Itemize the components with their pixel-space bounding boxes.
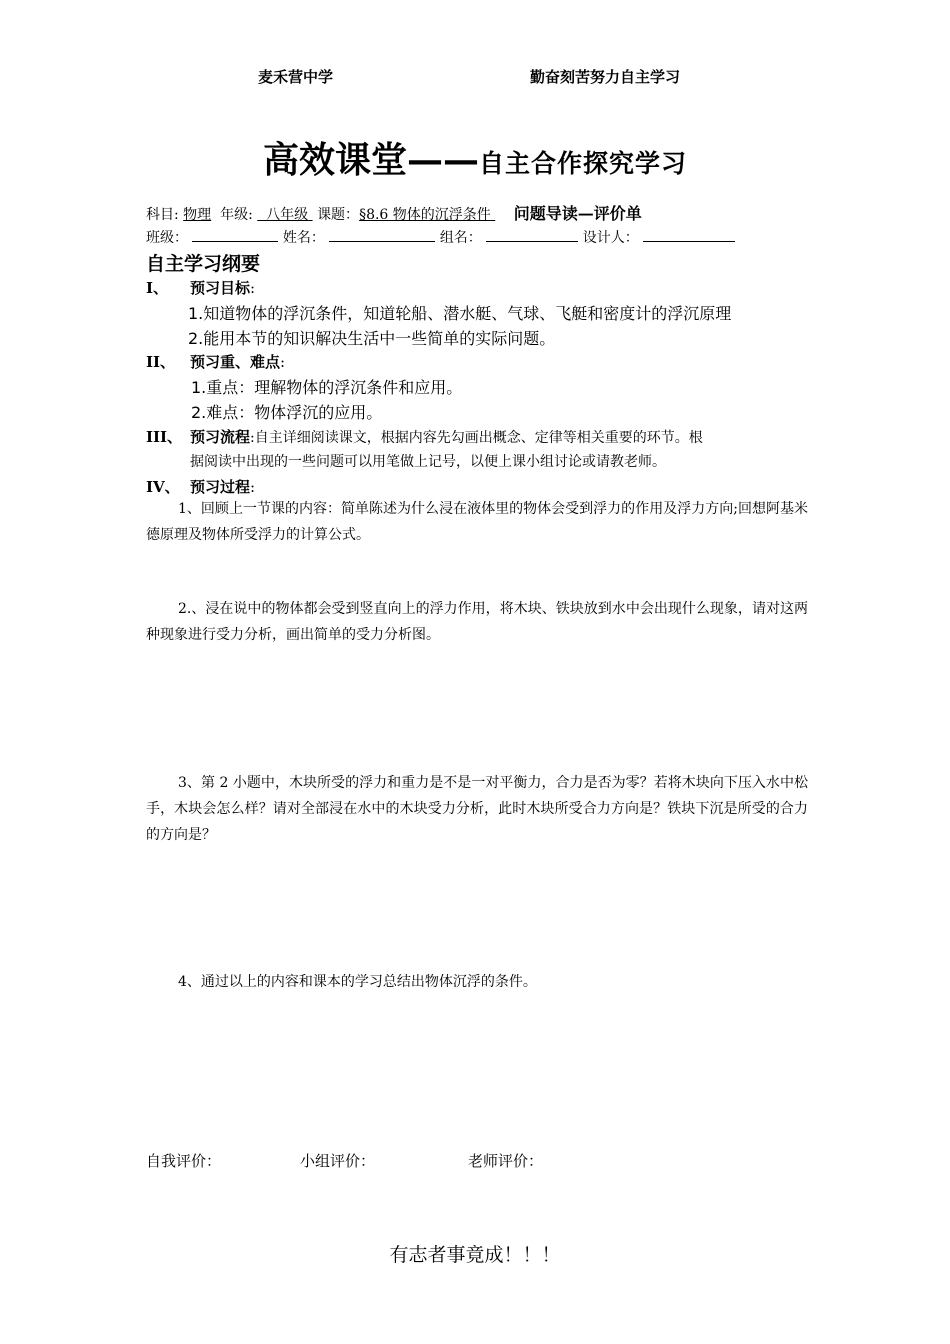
section-process-text-1: :自主详细阅读课文，根据内容先勾画出概念、定律等相关重要的环节。根 (250, 430, 703, 446)
goal-item-1: 1.知道物体的浮沉条件，知道轮船、潜水艇、气球、飞艇和密度计的浮沉原理 (188, 304, 732, 323)
section-procedure-label: 预习过程 (190, 478, 251, 496)
question-1: 1、回顾上一节课的内容：简单陈述为什么浸在液体里的物体会受到浮力的作用及浮力方向;回想阿基米德原理及物体所受浮力的计算公式。 (146, 501, 808, 543)
name-label: 姓名： (282, 230, 325, 246)
section-procedure-heading: IV、 预习过程: (146, 478, 256, 496)
doc-type: 问题导读—评价单 (513, 204, 642, 223)
section-process-heading (146, 426, 703, 447)
header-motto: 勤奋刻苦努力自主学习 (530, 68, 681, 86)
grade-label: 年级: (220, 207, 253, 223)
section-goals-heading: I、 预习目标: (146, 279, 256, 297)
group-evaluation-label: 小组评价： (300, 1152, 376, 1170)
section-keypoints-label: 预习重、难点 (190, 353, 281, 371)
question-3: 3、第 2 小题中，木块所受的浮力和重力是不是一对平衡力，合力是否为零？若将木块向下压入水中松手，木块会怎么样？请对全部浸在水中的木块受力分析，此时木块所受合力方向是？铁块下沉是所受的合力的方向是？ (146, 775, 808, 843)
subject-label: 科目: (146, 207, 179, 223)
question-2: 2.、浸在说中的物体都会受到竖直向上的浮力作用，将木块、铁块放到水中会出现什么现象，请对这两种现象进行受力分析，画出简单的受力分析图。 (146, 601, 808, 643)
topic-label: 课题： (317, 207, 360, 223)
self-evaluation-label: 自我评价： (146, 1152, 222, 1170)
closing-motto: 有志者事竟成！！！ (389, 1244, 561, 1266)
goal-item-2: 2.能用本节的知识解决生活中一些简单的实际问题。 (188, 329, 556, 348)
grade-value: 八年级 (266, 207, 309, 223)
group-label: 组名： (439, 230, 482, 246)
title-sub: 自主合作探究学习 (479, 149, 688, 178)
class-blank[interactable] (192, 227, 278, 242)
section-keypoints-heading: II、 预习重、难点: (146, 353, 286, 371)
meta-line-subject (146, 201, 642, 224)
title-main: 高效课堂—— (262, 139, 479, 181)
keypoint-item-1: 1.重点：理解物体的浮沉条件和应用。 (191, 378, 463, 397)
keypoint-item-2: 2.难点：物体浮沉的应用。 (191, 403, 383, 422)
section-goals-label: 预习目标 (190, 279, 251, 297)
class-label: 班级： (146, 230, 188, 246)
section-keypoints-num: II、 (146, 353, 176, 371)
header-school-name: 麦禾营中学 (258, 68, 334, 86)
meta-line-student (146, 227, 735, 247)
topic-value: §8.6 物体的沉浮条件 (359, 207, 491, 223)
page-title (0, 132, 950, 183)
question-4: 4、通过以上的内容和课本的学习总结出物体沉浮的条件。 (178, 974, 537, 990)
outline-title: 自主学习纲要 (146, 253, 261, 275)
section-procedure-num: IV、 (146, 478, 180, 496)
section-process-num: III、 (146, 428, 183, 446)
designer-label: 设计人： (582, 230, 639, 246)
subject-value: 物理 (183, 207, 212, 223)
teacher-evaluation-label: 老师评价： (468, 1152, 544, 1170)
name-blank[interactable] (329, 227, 435, 242)
group-blank[interactable] (486, 227, 578, 242)
section-process-text-2: 据阅读中出现的一些问题可以用笔做上记号，以便上课小组讨论或请教老师。 (190, 454, 666, 470)
designer-blank[interactable] (643, 227, 735, 242)
section-goals-num: I、 (146, 279, 169, 297)
section-process-label: 预习流程 (190, 428, 251, 446)
